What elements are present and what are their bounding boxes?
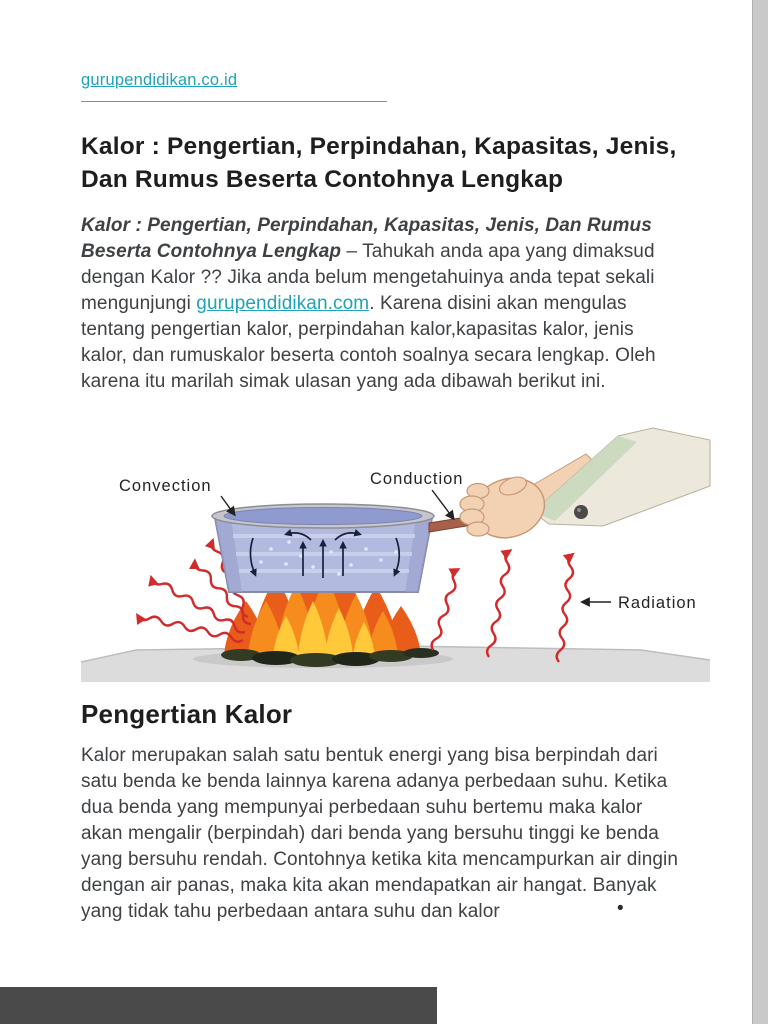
inline-link[interactable]: gurupendidikan.com (196, 293, 370, 314)
intro-text-after-link: . Karena disini akan mengulas tentang pengertian kalor, perpindahan kalor,kapasitas kalor, jenis kalor, dan rumuskalor beserta contoh soalnya secara lengkap. Oleh karena itu marilah simak ulasan yang ada dibawah berikut ini. (81, 293, 656, 392)
intro-separator: – (341, 241, 363, 262)
header-divider (81, 101, 387, 102)
hand-and-arm (460, 428, 710, 547)
section-body-text: Kalor merupakan salah satu bentuk energi yang bisa berpindah dari satu benda ke benda lainnya karena adanya perbedaan suhu. Ketika dua benda yang mempunyai perbedaan suhu bertemu maka kalor akan mengalir (berpindah) dari benda yang bersuhu tinggi ke benda yang bersuhu rendah. Contohnya ketika kita mencampurkan air dingin dengan air panas, maka kita akan mendapatkan air hangat. Banyak yang tidak tahu perbedaan antara suhu dan kalor (81, 745, 679, 922)
convection-label: Convection (119, 477, 212, 495)
intro-lead: Kalor : Pengertian, Perpindahan, Kapasitas, Jenis, Dan Rumus Beserta Contohnya Lengkap (81, 215, 652, 262)
source-link[interactable]: gurupendidikan.co.id (81, 71, 238, 89)
intro-text-before-link: Tahukah anda apa yang dimaksud dengan Kalor ?? Jika anda belum mengetahuinya anda tepat sekali mengunjungi (81, 241, 655, 314)
intro-paragraph (81, 213, 681, 395)
page-edge-bottom (0, 987, 437, 1024)
stray-bullet: • (617, 898, 624, 919)
fist (460, 469, 552, 546)
page-edge-right (752, 0, 768, 1024)
cuff-button (574, 505, 588, 519)
conduction-label: Conduction (370, 470, 464, 488)
radiation-label: Radiation (618, 594, 697, 612)
section-heading: Pengertian Kalor (81, 699, 293, 729)
article-title: Kalor : Pengertian, Perpindahan, Kapasitas, Jenis, Dan Rumus Beserta Contohnya Lengkap (81, 133, 677, 193)
section-paragraph (81, 743, 681, 925)
heat-transfer-illustration (81, 424, 711, 686)
heat-transfer-figure (81, 424, 711, 686)
cooking-pot (212, 504, 434, 592)
